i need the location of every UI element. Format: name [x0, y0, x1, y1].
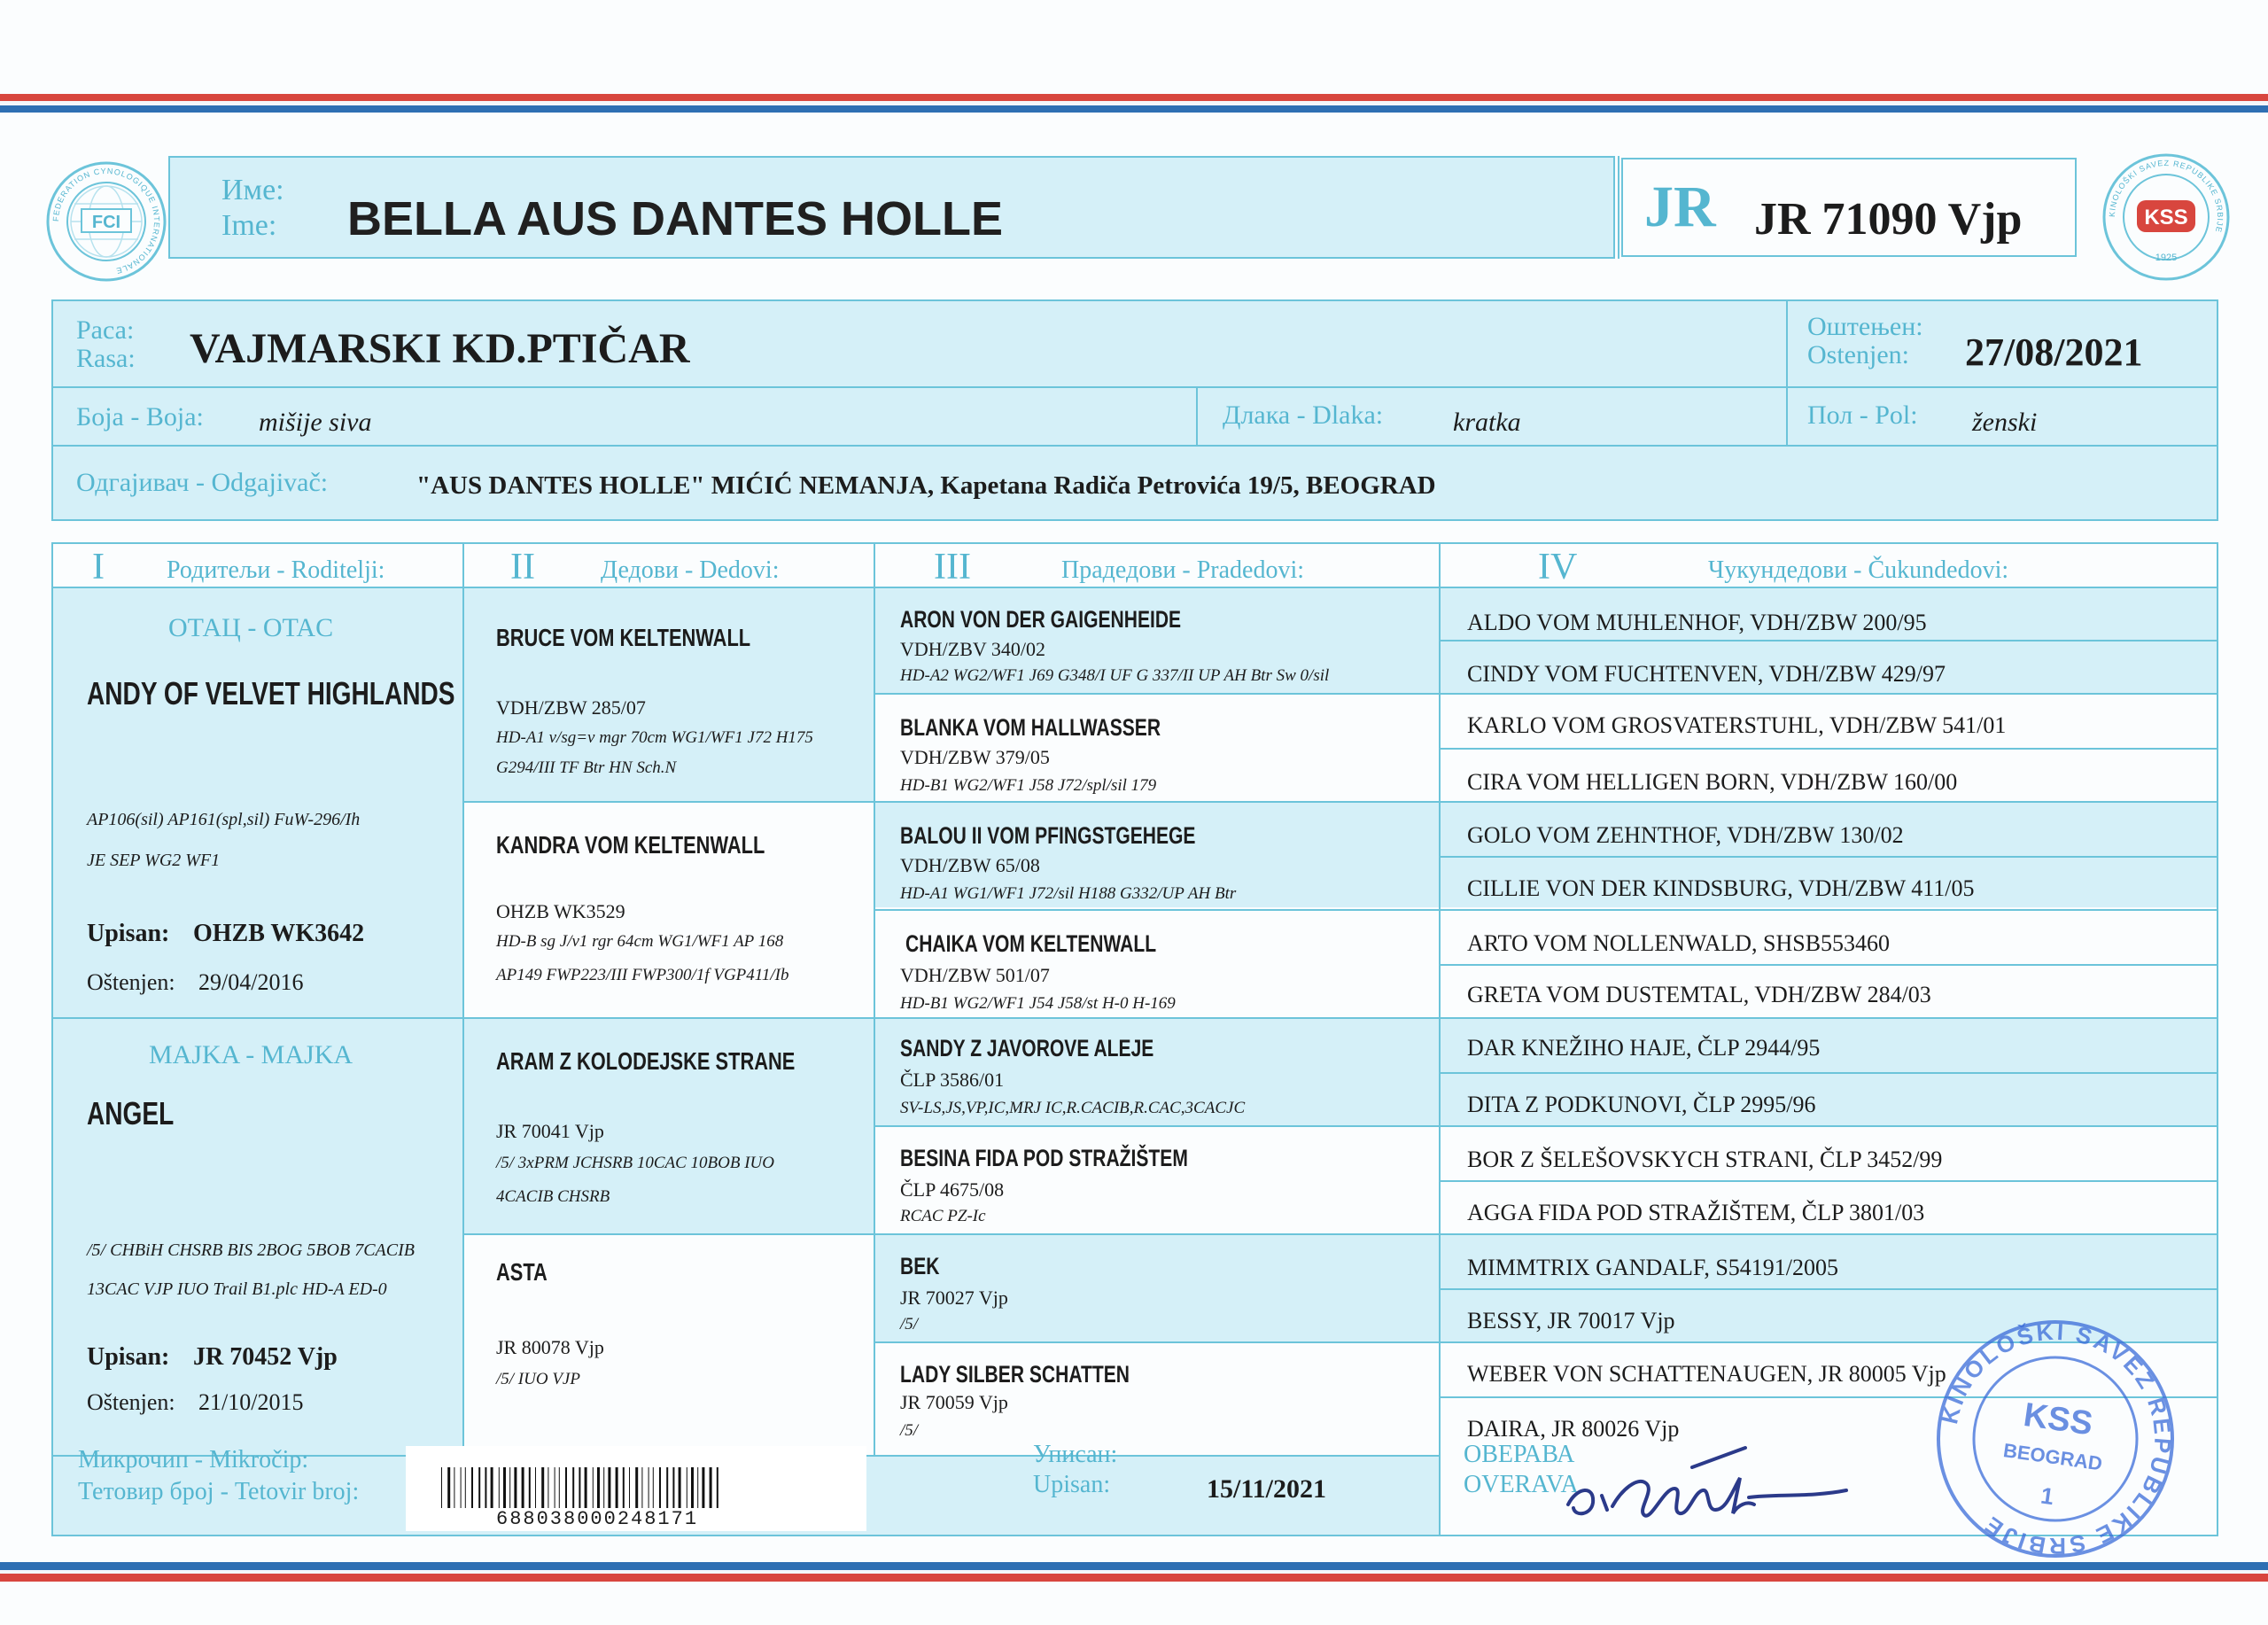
breed-value: VAJMARSKI KD.PTIČAR — [190, 325, 690, 372]
bottom-blue-stripe — [0, 1562, 2268, 1570]
gggp-9: DAR KNEŽIHO HAJE, ČLP 2944/95 — [1467, 1035, 1821, 1061]
grandparent-3-info-2: 4CACIB CHSRB — [496, 1187, 610, 1206]
ggp-4-reg: VDH/ZBW 501/07 — [900, 964, 1050, 986]
ggp-line-6 — [874, 1233, 1439, 1235]
dam-reg-label: Upisan: — [87, 1343, 170, 1371]
gggp-line-3 — [1439, 748, 2218, 750]
gggp-10: DITA Z PODKUNOVI, ČLP 2995/96 — [1467, 1092, 1816, 1117]
signature — [1559, 1434, 1896, 1531]
gggp-4: CIRA VOM HELLIGEN BORN, VDH/ZBW 160/00 — [1467, 769, 1958, 795]
dam-reg: JR 70452 Vjp — [193, 1343, 338, 1371]
ggp-6-reg: ČLP 4675/08 — [900, 1178, 1005, 1201]
svg-text:FCI: FCI — [91, 213, 121, 232]
name-panel-divider — [1618, 156, 1619, 259]
ggp-8-reg: JR 70059 Vjp — [900, 1391, 1008, 1413]
gggp-8: GRETA VOM DUSTEMTAL, VDH/ZBW 284/03 — [1467, 982, 1931, 1007]
svg-text:KINOLOŠKI SAVEZ REPUBLIKE SRBI: KINOLOŠKI SAVEZ REPUBLIKE SRBIJE — [2107, 158, 2225, 234]
name-label-lat: Ime: — [221, 209, 277, 242]
dog-name: BELLA AUS DANTES HOLLE — [347, 192, 1003, 245]
chip-barcode — [406, 1446, 866, 1531]
grandparent-2-info-2: AP149 FWP223/III FWP300/1f VGP411/Ib — [496, 966, 789, 984]
ggp-8-name: LADY SILBER SCHATTEN — [900, 1361, 1130, 1388]
gggp-line-6 — [1439, 909, 2218, 911]
chip-number: 688038000248171 — [496, 1508, 699, 1530]
sire-label: ОТАЦ - OTAC — [168, 613, 334, 642]
col2-header: Дедови - Dedovi: — [601, 556, 780, 584]
sex-value: ženski — [1972, 408, 2038, 437]
gggp-line-1 — [1439, 640, 2218, 641]
breed-label-cyr: Раса: — [76, 315, 135, 345]
gggp-line-5 — [1439, 856, 2218, 858]
sire-born-label: Oštenjen: — [87, 969, 175, 995]
bottom-red-stripe — [0, 1574, 2268, 1582]
ggp-8-info: /5/ — [900, 1421, 919, 1440]
grandparent-3-info-1: /5/ 3xPRM JCHSRB 10CAC 10BOB IUO — [496, 1154, 774, 1172]
grandparent-2-info-1: HD-B sg J/v1 rgr 64cm WG1/WF1 AP 168 — [496, 932, 784, 951]
dam-titles-2: 13CAC VJP IUO Trail B1.plc HD-A ED-0 — [87, 1279, 387, 1299]
grandparent-2-reg: OHZB WK3529 — [496, 900, 625, 922]
ggp-line-5 — [874, 1125, 1439, 1127]
col1-header: Родитељи - Roditelji: — [167, 556, 385, 584]
col1-num: I — [92, 547, 105, 587]
top-blue-stripe — [0, 105, 2268, 113]
registry-prefix: JR — [1644, 175, 1716, 239]
gggp-16: DAIRA, JR 80026 Vjp — [1467, 1416, 1680, 1442]
dam-label: MAJKA - MAJKA — [149, 1040, 353, 1069]
gggp-6: CILLIE VON DER KINDSBURG, VDH/ZBW 411/05 — [1467, 875, 1975, 901]
sire-born: 29/04/2016 — [198, 969, 304, 995]
registered-date: 15/11/2021 — [1207, 1474, 1327, 1504]
ggp-7-info: /5/ — [900, 1315, 919, 1333]
grandparent-1-info-2: G294/III TF Btr HN Sch.N — [496, 758, 677, 777]
gggp-14: BESSY, JR 70017 Vjp — [1467, 1308, 1675, 1333]
sire-name: ANDY OF VELVET HIGHLANDS — [87, 675, 455, 711]
svg-text:1925: 1925 — [2155, 253, 2178, 263]
kss-stamp — [1915, 1299, 2195, 1579]
grandparent-1-name: BRUCE VOM KELTENWALL — [496, 624, 751, 651]
dam-born-label: Oštenjen: — [87, 1389, 175, 1415]
ggp-2-info: HD-B1 WG2/WF1 J58 J72/spl/sil 179 — [900, 776, 1157, 795]
grandparent-1-reg: VDH/ZBW 285/07 — [496, 696, 646, 719]
breed-label-lat: Rasa: — [76, 344, 136, 373]
info-row-line-2 — [51, 445, 2218, 447]
gggp-line-12 — [1439, 1233, 2218, 1235]
gp-line-1 — [462, 801, 874, 803]
coat-value: kratka — [1453, 408, 1521, 437]
gggp-11: BOR Z ŠELEŠOVSKYCH STRANI, ČLP 3452/99 — [1467, 1147, 1943, 1172]
svg-text:KINOLOŠKI SAVEZ REPUBLIKE SRBI: KINOLOŠKI SAVEZ REPUBLIKE SRBIJE — [1936, 1318, 2177, 1560]
ggp-2-name: BLANKA VOM HALLWASSER — [900, 714, 1161, 741]
ggp-1-reg: VDH/ZBV 340/02 — [900, 638, 1045, 660]
gggp-1: ALDO VOM MUHLENHOF, VDH/ZBW 200/95 — [1467, 610, 1927, 635]
svg-text:KSS: KSS — [2144, 206, 2188, 229]
grandparent-4-name: ASTA — [496, 1258, 548, 1286]
sire-reg: OHZB WK3642 — [193, 920, 365, 947]
ggp-7-name: BEK — [900, 1253, 940, 1279]
breeder-value: "AUS DANTES HOLLE" MIĆIĆ NEMANJA, Kapetana Radiča Petrovića 19/5, BEOGRAD — [416, 471, 1436, 500]
gggp-line-2 — [1439, 693, 2218, 695]
col3-header: Прадедови - Pradedovi: — [1061, 556, 1305, 584]
top-red-stripe — [0, 94, 2268, 101]
sire-titles-2: JE SEP WG2 WF1 — [87, 851, 221, 870]
fci-logo — [44, 159, 168, 284]
info-divider-mid — [1196, 386, 1198, 445]
info-divider-right — [1786, 299, 1788, 445]
chip-label-cyr: Микрочип - Mikročip: — [78, 1446, 309, 1473]
ggp-6-name: BESINA FIDA POD STRAŽIŠTEM — [900, 1145, 1188, 1171]
gggp-line-8 — [1439, 1017, 2218, 1019]
chip-label-lat: Тетовир број - Tetovir broj: — [78, 1478, 360, 1505]
gggp-line-4 — [1439, 801, 2218, 803]
dam-name: ANGEL — [87, 1095, 175, 1131]
grandparent-2-name: KANDRA VOM KELTENWALL — [496, 831, 765, 859]
name-label-cyr: Име: — [221, 174, 284, 206]
sire-titles-1: AP106(sil) AP161(spl,sil) FuW-296/Ih — [87, 810, 361, 829]
svg-text:BEOGRAD: BEOGRAD — [2001, 1439, 2104, 1475]
gggp-line-13 — [1439, 1288, 2218, 1290]
ggp-line-3 — [874, 909, 1439, 911]
col3-num: III — [934, 547, 971, 587]
whelped-value: 27/08/2021 — [1965, 330, 2143, 374]
col4-header: Чукундедови - Čukundedovi: — [1708, 556, 2009, 584]
coat-label: Длака - Dlaka: — [1223, 400, 1384, 430]
whelped-label-cyr: Оштењен: — [1807, 312, 1923, 341]
color-value: mišije siva — [259, 408, 372, 437]
gggp-line-7 — [1439, 964, 2218, 966]
ggp-5-name: SANDY Z JAVOROVE ALEJE — [900, 1035, 1154, 1061]
breeder-label: Одгајивач - Odgajivač: — [76, 468, 329, 497]
grandparent-4-reg: JR 80078 Vjp — [496, 1336, 604, 1358]
info-row-line-1 — [51, 386, 2218, 388]
svg-text:FEDERATION CYNOLOGIQUE INTERNA: FEDERATION CYNOLOGIQUE INTERNATIONALE — [50, 166, 162, 276]
ggp-1-info: HD-A2 WG2/WF1 J69 G348/I UF G 337/II UP AH Btr Sw 0/sil — [900, 666, 1330, 685]
gggp-3: KARLO VOM GROSVATERSTUHL, VDH/ZBW 541/01 — [1467, 712, 2007, 738]
ggp-line-2 — [874, 801, 1439, 803]
verified-label-lat: OVERAVA — [1464, 1471, 1579, 1498]
svg-text:KSS: KSS — [2021, 1396, 2095, 1443]
gggp-13: MIMMTRIX GANDALF, S54191/2005 — [1467, 1255, 1838, 1280]
gp-line-3 — [462, 1233, 874, 1235]
dam-born: 21/10/2015 — [198, 1389, 304, 1415]
ggp-1-name: ARON VON DER GAIGENHEIDE — [900, 606, 1182, 633]
ggp-3-reg: VDH/ZBW 65/08 — [900, 854, 1040, 876]
grandparent-4-info-1: /5/ IUO VJP — [496, 1370, 580, 1388]
ggp-2-reg: VDH/ZBW 379/05 — [900, 746, 1050, 768]
kss-logo — [2100, 151, 2233, 284]
ggp-3-name: BALOU II VOM PFINGSTGEHEGE — [900, 822, 1196, 849]
barcode-bars — [441, 1467, 831, 1508]
ggp-line-1 — [874, 693, 1439, 695]
sire-cell — [53, 588, 462, 1017]
svg-text:1: 1 — [2039, 1481, 2056, 1511]
gggp-12: AGGA FIDA POD STRAŽIŠTEM, ČLP 3801/03 — [1467, 1200, 1925, 1225]
dam-titles-1: /5/ CHBiH CHSRB BIS 2BOG 5BOB 7CACIB — [87, 1240, 415, 1260]
ggp-line-7 — [874, 1341, 1439, 1343]
ggp-5-info: SV-LS,JS,VP,IC,MRJ IC,R.CACIB,R.CAC,3CACJC — [900, 1099, 1246, 1117]
gggp-line-11 — [1439, 1180, 2218, 1182]
registered-label-lat: Upisan: — [1033, 1471, 1111, 1498]
gggp-line-9 — [1439, 1072, 2218, 1074]
registered-label-cyr: Уписан: — [1033, 1441, 1118, 1468]
col2-num: II — [510, 547, 535, 587]
ggp-line-4 — [874, 1017, 1439, 1019]
registration-number: JR 71090 Vjp — [1754, 194, 2023, 245]
ggp-7-reg: JR 70027 Vjp — [900, 1287, 1008, 1309]
ggp-6-info: RCAC PZ-Ic — [900, 1207, 986, 1225]
sex-label: Пол - Pol: — [1807, 400, 1918, 430]
gggp-2: CINDY VOM FUCHTENVEN, VDH/ZBW 429/97 — [1467, 661, 1946, 687]
col4-num: IV — [1538, 547, 1578, 587]
sire-reg-label: Upisan: — [87, 920, 170, 947]
ggp-3-info: HD-A1 WG1/WF1 J72/sil H188 G332/UP AH Btr — [900, 884, 1237, 903]
color-label: Боја - Boja: — [76, 402, 204, 432]
ggp-4-info: HD-B1 WG2/WF1 J54 J58/st H-0 H-169 — [900, 994, 1176, 1013]
grandparent-1-info-1: HD-A1 v/sg=v mgr 70cm WG1/WF1 J72 H175 — [496, 728, 813, 747]
gggp-15: WEBER VON SCHATTENAUGEN, JR 80005 Vjp — [1467, 1361, 1946, 1387]
gggp-5: GOLO VOM ZEHNTHOF, VDH/ZBW 130/02 — [1467, 822, 1904, 848]
verified-label-cyr: ОВЕРАВА — [1464, 1441, 1575, 1468]
whelped-label-lat: Ostenjen: — [1807, 340, 1909, 369]
gggp-line-10 — [1439, 1125, 2218, 1127]
grandparent-3-reg: JR 70041 Vjp — [496, 1120, 604, 1142]
ggp-5-reg: ČLP 3586/01 — [900, 1069, 1005, 1091]
ggp-4-name: CHAIKA VOM KELTENWALL — [905, 930, 1157, 957]
grandparent-3-name: ARAM Z KOLODEJSKE STRANE — [496, 1047, 796, 1075]
gggp-7: ARTO VOM NOLLENWALD, SHSB553460 — [1467, 930, 1891, 956]
